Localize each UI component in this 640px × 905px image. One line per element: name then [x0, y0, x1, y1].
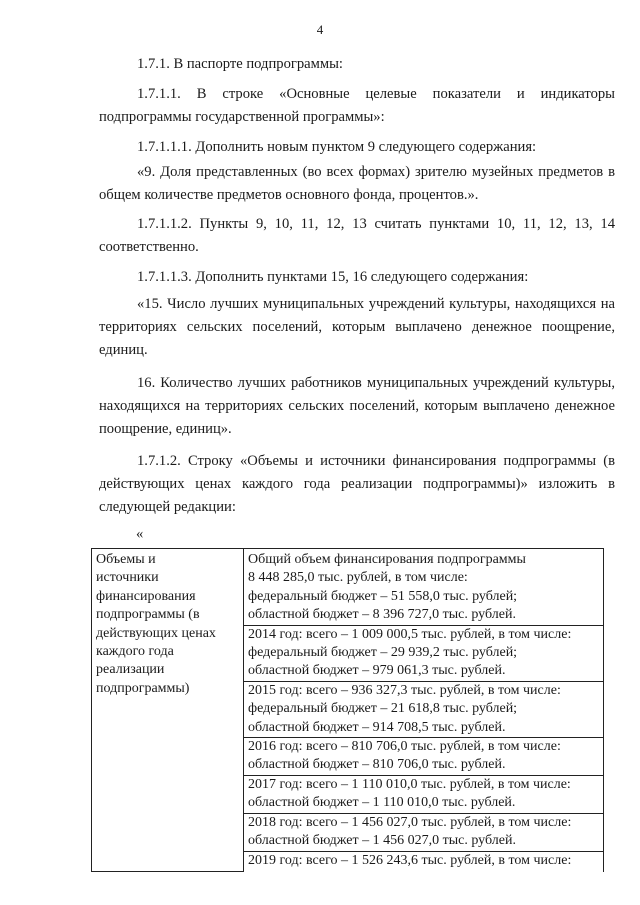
paragraph-1-7-1-1: 1.7.1.1. В строке «Основные целевые показатели и индикаторы подпрограммы государственной программы»: [99, 86, 615, 125]
paragraph-item-9-quote: «9. Доля представленных (во всех формах) зрителю музейных предметов в общем количестве предметов основного фонда, процентов.». [99, 164, 615, 203]
paragraph-1-7-1: 1.7.1. В паспорте подпрограммы: [137, 56, 343, 72]
financing-table [91, 548, 604, 872]
financing-line: 2017 год: всего – 1 110 010,0 тыс. рублей, в том числе: [244, 775, 603, 794]
label-line: источники [96, 570, 159, 586]
financing-line: федеральный бюджет – 21 618,8 тыс. рублей; [248, 701, 518, 717]
paragraph-1-7-1-1-2: 1.7.1.1.2. Пункты 9, 10, 11, 12, 13 считать пунктами 10, 11, 12, 13, 14 соответственно. [99, 216, 615, 255]
paragraph-1-7-1-2: 1.7.1.2. Строку «Объемы и источники финансирования подпрограммы (в действующих ценах каждого года реализации подпрограммы)» изложить в следующей редакции: [99, 453, 615, 515]
financing-line: областной бюджет – 914 708,5 тыс. рублей. [248, 719, 506, 735]
label-line: каждого года [96, 644, 174, 660]
financing-line: федеральный бюджет – 51 558,0 тыс. рублей; [248, 588, 518, 604]
paragraph-1-7-1-1-1: 1.7.1.1.1. Дополнить новым пунктом 9 следующего содержания: [137, 139, 537, 155]
financing-line: областной бюджет – 979 061,3 тыс. рублей. [248, 663, 506, 679]
table-cell-label [92, 549, 244, 872]
paragraph-1-7-1-1-3: 1.7.1.1.3. Дополнить пунктами 15, 16 следующего содержания: [137, 269, 529, 285]
label-line: финансирования [96, 588, 196, 604]
financing-line: 2014 год: всего – 1 009 000,5 тыс. рублей, в том числе: [244, 625, 603, 644]
label-line: подпрограммы (в [96, 607, 200, 623]
label-line: реализации [96, 662, 165, 678]
financing-line: 2018 год: всего – 1 456 027,0 тыс. рублей, в том числе: [244, 813, 603, 832]
financing-line: областной бюджет – 810 706,0 тыс. рублей. [248, 757, 506, 773]
financing-line: федеральный бюджет – 29 939,2 тыс. рублей; [248, 645, 518, 661]
financing-line: 2016 год: всего – 810 706,0 тыс. рублей, в том числе: [244, 737, 603, 756]
page-number: 4 [316, 22, 324, 37]
financing-line: областной бюджет – 1 456 027,0 тыс. рублей. [248, 833, 516, 849]
financing-line: 2015 год: всего – 936 327,3 тыс. рублей, в том числе: [244, 681, 603, 700]
financing-line: 8 448 285,0 тыс. рублей, в том числе: [248, 570, 468, 586]
table-cell-financing [244, 549, 604, 872]
paragraph-item-15-quote: «15. Число лучших муниципальных учреждений культуры, находящихся на территориях сельских поселений, которым выплачено денежное поощрение, единиц. [99, 296, 615, 358]
label-line: Объемы и [96, 552, 156, 567]
financing-line: Общий объем финансирования подпрограммы [248, 552, 526, 567]
label-line: подпрограммы) [96, 680, 190, 696]
label-line: действующих ценах [96, 625, 216, 641]
table-row [92, 549, 604, 872]
financing-line: 2019 год: всего – 1 526 243,6 тыс. рублей, в том числе: [244, 851, 603, 870]
financing-line: областной бюджет – 1 110 010,0 тыс. рублей. [248, 795, 516, 811]
opening-quote-mark: « [136, 526, 144, 542]
paragraph-item-16: 16. Количество лучших работников муниципальных учреждений культуры, находящихся на территориях сельских поселений, которым выплачено денежное поощрение, единиц». [99, 375, 615, 437]
financing-line: областной бюджет – 8 396 727,0 тыс. рублей. [248, 607, 516, 623]
